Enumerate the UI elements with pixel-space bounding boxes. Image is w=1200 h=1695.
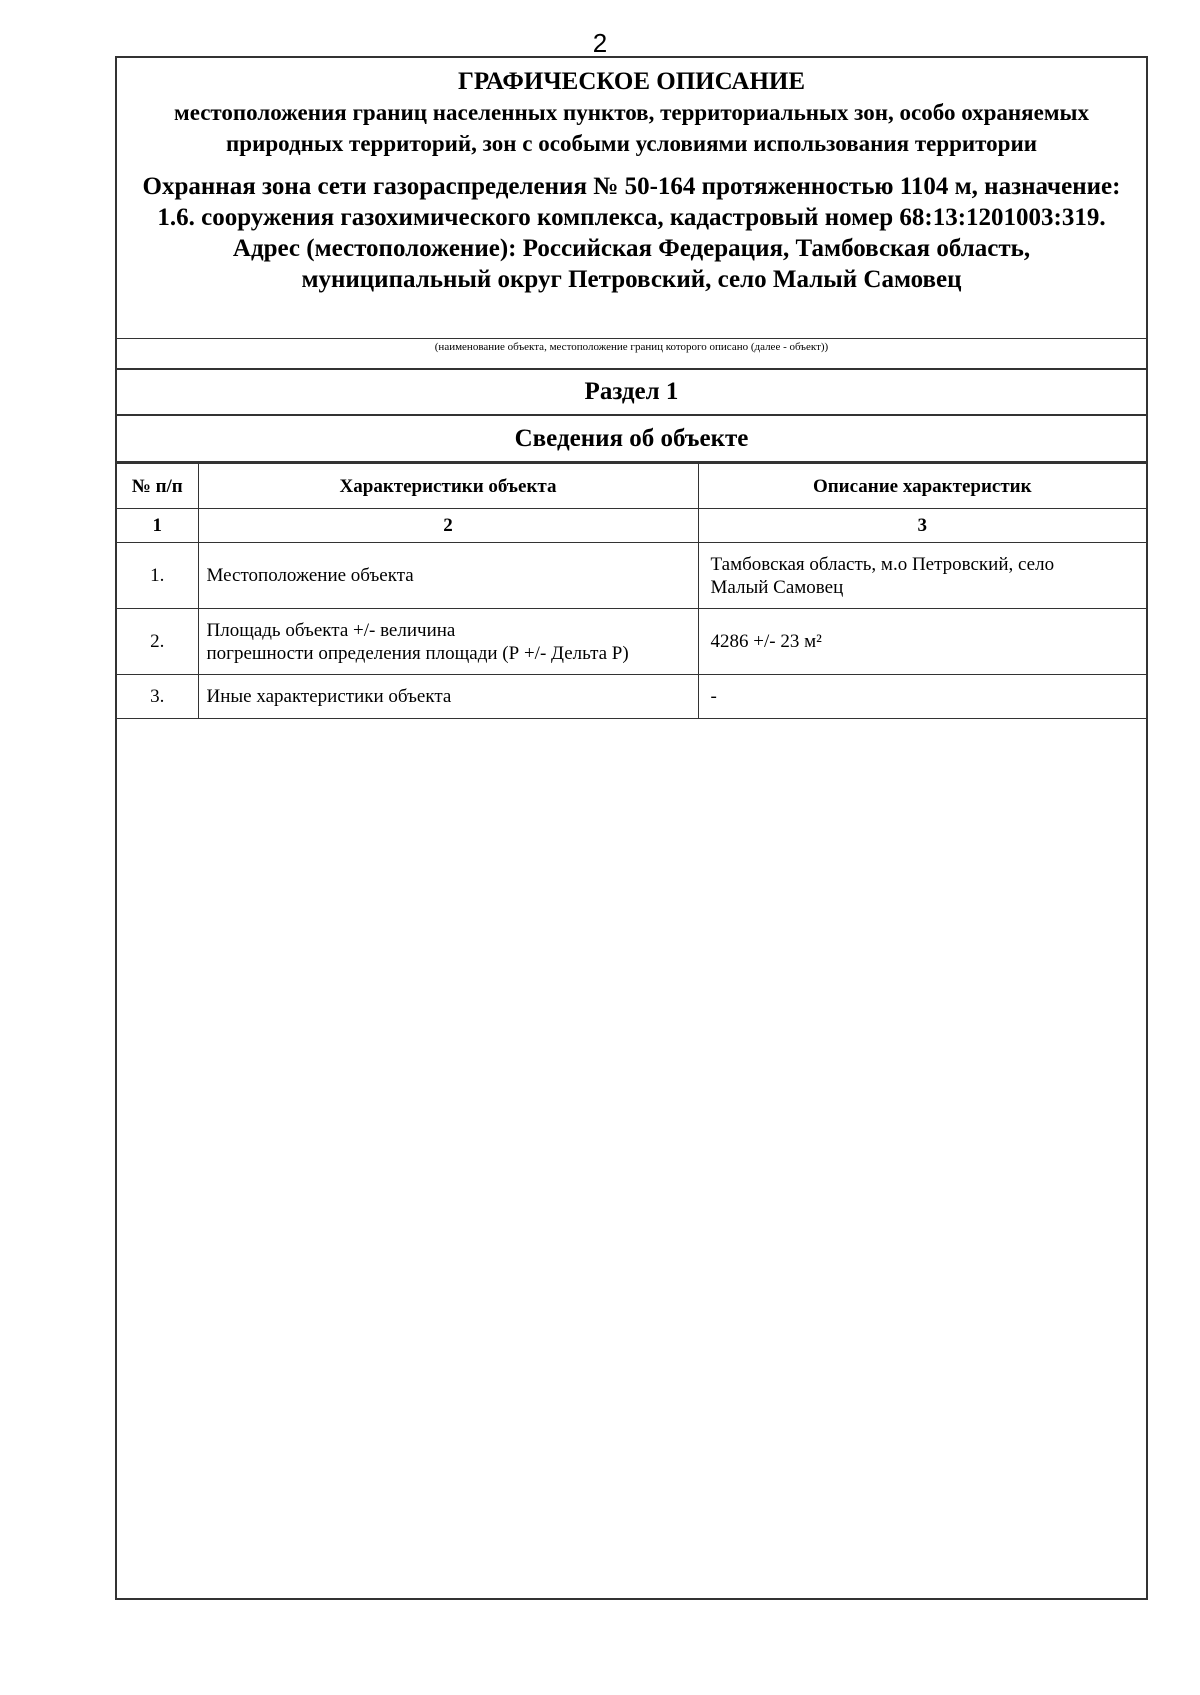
column-number: 3 — [698, 509, 1146, 543]
row-description: 4286 +/- 23 м² — [698, 609, 1146, 675]
row-characteristic: Иные характеристики объекта — [198, 675, 698, 719]
column-number: 1 — [117, 509, 198, 543]
section-heading: Сведения об объекте — [117, 416, 1146, 463]
object-caption: (наименование объекта, местоположение границ которого описано (далее - объект)) — [117, 338, 1146, 370]
page-number: 2 — [592, 28, 608, 58]
column-header-description: Описание характеристик — [698, 464, 1146, 509]
section-label: Раздел 1 — [117, 370, 1146, 416]
row-characteristic: Местоположение объекта — [198, 543, 698, 609]
column-number-row — [117, 509, 1146, 543]
row-number: 1. — [117, 543, 198, 609]
column-header-characteristic: Характеристики объекта — [198, 464, 698, 509]
row-description: - — [698, 675, 1146, 719]
row-description: Тамбовская область, м.о Петровский, село Малый Самовец — [698, 543, 1146, 609]
table-row — [117, 609, 1146, 675]
table-header-row — [117, 464, 1146, 509]
object-info-table — [117, 463, 1146, 719]
row-number: 3. — [117, 675, 198, 719]
table-row — [117, 675, 1146, 719]
document-frame — [115, 56, 1148, 1600]
row-characteristic: Площадь объекта +/- величина погрешности определения площади (Р +/- Дельта Р) — [198, 609, 698, 675]
column-number: 2 — [198, 509, 698, 543]
document-header — [117, 58, 1146, 340]
column-header-number: № п/п — [117, 464, 198, 509]
document-subtitle: местоположения границ населенных пунктов, территориальных зон, особо охраняемых природных территорий, зон с особыми условиями использования территории — [174, 100, 1089, 156]
table-row — [117, 543, 1146, 609]
document-title: ГРАФИЧЕСКОЕ ОПИСАНИЕ — [457, 68, 806, 95]
object-name: Охранная зона сети газораспределения № 50-164 протяженностью 1104 м, назначение: 1.6. сооружения газохимического комплекса, кадастровый номер 68:13:1201003:319. Адрес (местоположение): Российская Федерация, Тамбовская область, муниципальный округ Петровский, село Малый Самовец — [142, 173, 1121, 293]
row-number: 2. — [117, 609, 198, 675]
